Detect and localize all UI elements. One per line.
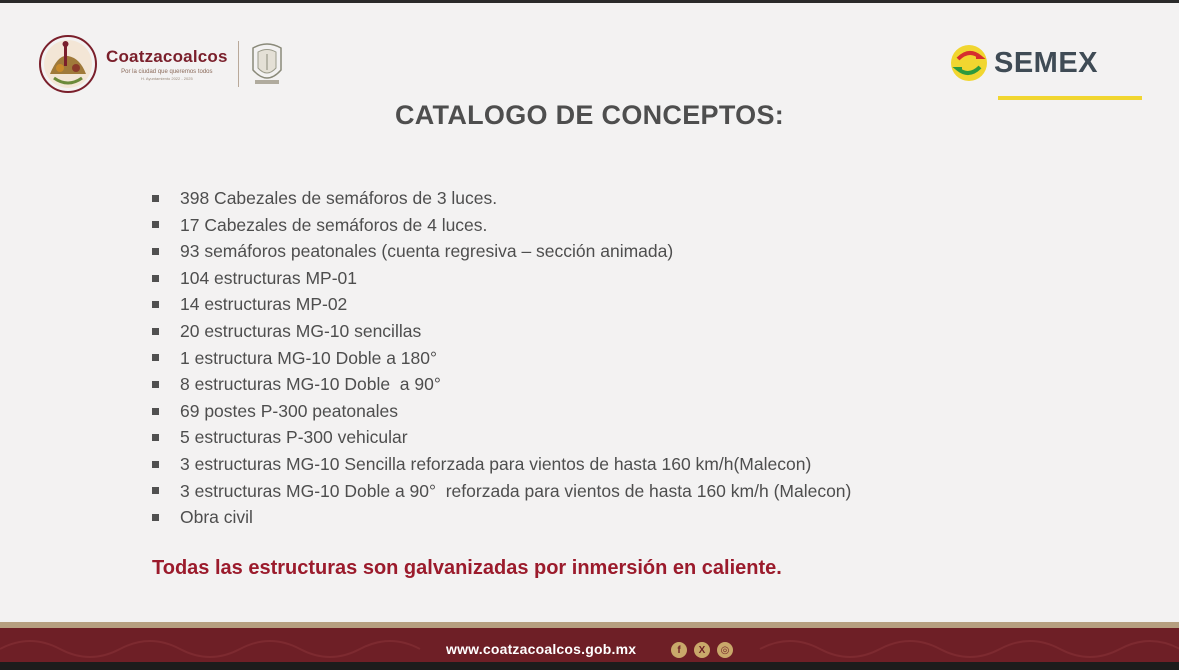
list-item-text: 3 estructuras MG-10 Sencilla reforzada para vientos de hasta 160 km/h(Malecon) — [180, 453, 812, 474]
list-item — [152, 478, 851, 505]
list-item — [152, 371, 851, 398]
city-name: Coatzacoalcos — [106, 47, 228, 66]
bullet-icon — [152, 487, 159, 494]
bullet-icon — [152, 354, 159, 361]
list-item — [152, 265, 851, 292]
bottom-bar — [0, 662, 1179, 670]
semex-wordmark: SEMEX — [994, 46, 1099, 79]
list-item-text: 5 estructuras P-300 vehicular — [180, 427, 408, 448]
concept-list — [152, 185, 851, 531]
logo-divider — [238, 41, 239, 87]
facebook-icon[interactable]: f — [671, 642, 687, 658]
list-item — [152, 212, 851, 239]
list-item — [152, 451, 851, 478]
semex-logo — [950, 44, 1098, 82]
city-logo — [38, 34, 285, 94]
bullet-icon — [152, 434, 159, 441]
bullet-icon — [152, 514, 159, 521]
city-tagline: Por la ciudad que queremos todos — [121, 69, 213, 75]
page-title: CATALOGO DE CONCEPTOS: — [394, 100, 785, 130]
semex-arrows-icon — [950, 44, 988, 82]
bullet-icon — [152, 221, 159, 228]
municipal-seal-icon — [249, 40, 285, 88]
list-item — [152, 318, 851, 345]
city-emblem-icon — [38, 34, 98, 94]
list-item-text: 69 postes P-300 peatonales — [180, 400, 398, 421]
list-item — [152, 238, 851, 265]
website-link[interactable]: www.coatzacoalcos.gob.mx — [446, 641, 637, 657]
bullet-icon — [152, 248, 159, 255]
list-item — [152, 504, 851, 531]
list-item — [152, 424, 851, 451]
list-item-text: 1 estructura MG-10 Doble a 180° — [180, 347, 437, 368]
list-item-text: Obra civil — [180, 507, 253, 528]
bullet-icon — [152, 301, 159, 308]
list-item — [152, 398, 851, 425]
bullet-icon — [152, 195, 159, 202]
list-item-text: 398 Cabezales de semáforos de 3 luces. — [180, 188, 498, 208]
top-bar — [0, 0, 1179, 3]
bullet-icon — [152, 328, 159, 335]
list-item-text: 8 estructuras MG-10 Doble a 90° — [180, 374, 441, 395]
list-item-text: 3 estructuras MG-10 Doble a 90° reforzada para vientos de hasta 160 km/h (Malecon) — [180, 480, 852, 501]
list-item — [152, 345, 851, 372]
list-item-text: 14 estructuras MP-02 — [180, 294, 348, 315]
list-item-text: 104 estructuras MP-01 — [180, 267, 358, 288]
bullet-icon — [152, 408, 159, 415]
list-item — [152, 291, 851, 318]
bullet-icon — [152, 381, 159, 388]
instagram-icon[interactable]: ◎ — [717, 642, 733, 658]
bullet-icon — [152, 275, 159, 282]
list-item-text: 93 semáforos peatonales (cuenta regresiva – sección animada) — [180, 241, 674, 262]
galvanized-note: Todas las estructuras son galvanizadas por inmersión en caliente. — [152, 557, 782, 579]
bullet-icon — [152, 461, 159, 468]
list-item-text: 20 estructuras MG-10 sencillas — [180, 320, 422, 341]
city-period: H. Ayuntamiento 2022 - 2025 — [140, 76, 193, 81]
list-item-text: 17 Cabezales de semáforos de 4 luces. — [180, 214, 488, 235]
list-item — [152, 185, 851, 212]
x-icon[interactable]: X — [694, 642, 710, 658]
